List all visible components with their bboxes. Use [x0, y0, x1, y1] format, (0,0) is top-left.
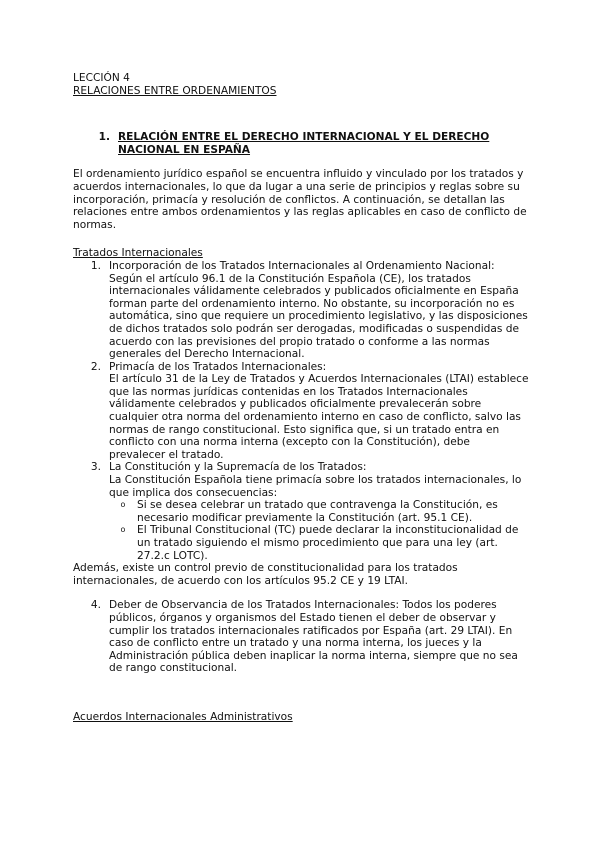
list-item: [109, 524, 529, 562]
intro-paragraph: El ordenamiento jurídico español se encuentra influido y vinculado por los tratados y acuerdos internacionales, lo que da lugar a una serie de principios y reglas sobre su incorporación, primacía y resolución de conflictos. A continuación, se detallan las relaciones entre ambos ordenamientos y las reglas aplicables en caso de conflicto de normas.: [73, 168, 527, 231]
section-heading: [73, 131, 529, 156]
item-text: Deber de Observancia de los Tratados Internacionales: Todos los poderes públicos, órganos y organismos del Estado tienen el deber de observar y cumplir los tratados internacionales ratificados por España (art. 29 LTAI). En caso de conflicto entre un tratado y una norma interna, los jueces y la Administración pública deben inaplicar la norma interna, siempre que no sea de rango constitucional.: [109, 599, 518, 675]
list-item: [109, 499, 529, 524]
item-heading: Primacía de los Tratados Internacionales:: [109, 360, 327, 373]
list-item-3: [73, 461, 529, 562]
item-text: Según el artículo 96.1 de la Constitución Española (CE), los tratados internacionales válidamente celebrados y publicados oficialmente en España forman parte del ordenamiento interno. No obstante, su incorporación no es automática, sino que requiere un procedimiento legislativo, y las disposiciones de dichos tratados solo podrán ser derogadas, modificadas o suspendidas de acuerdo con las previsiones del propio tratado o conforme a las normas generales del Derecho Internacional.: [109, 272, 528, 361]
section-title: RELACIÓN ENTRE EL DERECHO INTERNACIONAL Y EL DERECHO NACIONAL EN ESPAÑA: [118, 131, 490, 156]
item-number: 3.: [90, 461, 101, 474]
subheading-agreements: Acuerdos Internacionales Administrativos: [73, 710, 293, 723]
bullet-text: El Tribunal Constitucional (TC) puede declarar la inconstitucionalidad de un tratado siguiendo el mismo procedimiento que para una ley (art. 27.2.c LOTC).: [137, 524, 519, 562]
list-item-2: [73, 361, 529, 462]
item-text: El artículo 31 de la Ley de Tratados y Acuerdos Internacionales (LTAI) establece que las normas jurídicas contenidas en los Tratados Internacionales válidamente celebrados y publicados oficialmente prevalecerán sobre cualquier otra norma del ordenamiento interno en caso de conflicto, salvo las normas de rango constitucional. Esto significa que, si un tratado entra en conflicto con una norma interna (excepto con la Constitución), debe prevalecer el tratado.: [109, 373, 529, 461]
lesson-number: LECCIÓN 4: [73, 72, 130, 84]
list-item-4: [73, 599, 529, 675]
consequence-list: [109, 499, 529, 562]
section-number: 1.: [98, 131, 110, 144]
circle-bullet-icon: o: [120, 500, 126, 510]
bullet-text: Si se desea celebrar un tratado que contravenga la Constitución, es necesario modificar previamente la Constitución (art. 95.1 CE).: [137, 499, 498, 524]
item-heading: Incorporación de los Tratados Internacionales al Ordenamiento Nacional:: [109, 259, 495, 272]
lesson-title: RELACIONES ENTRE ORDENAMIENTOS: [73, 84, 277, 97]
item-text: La Constitución Española tiene primacía sobre los tratados internacionales, lo que implica dos consecuencias:: [109, 474, 522, 499]
list-item-1: [73, 260, 529, 361]
item-number: 1.: [90, 259, 101, 272]
treaty-list: [73, 260, 529, 562]
treaty-list-continued: [73, 599, 529, 675]
subheading-treaties: Tratados Internacionales: [73, 247, 203, 260]
circle-bullet-icon: o: [120, 525, 126, 535]
item-number: 4.: [90, 599, 101, 612]
item-number: 2.: [90, 360, 101, 373]
item-heading: La Constitución y la Supremacía de los Tratados:: [109, 461, 367, 474]
prior-control-paragraph: Además, existe un control previo de constitucionalidad para los tratados internacionales, de acuerdo con los artículos 95.2 CE y 19 LTAI.: [73, 562, 458, 587]
